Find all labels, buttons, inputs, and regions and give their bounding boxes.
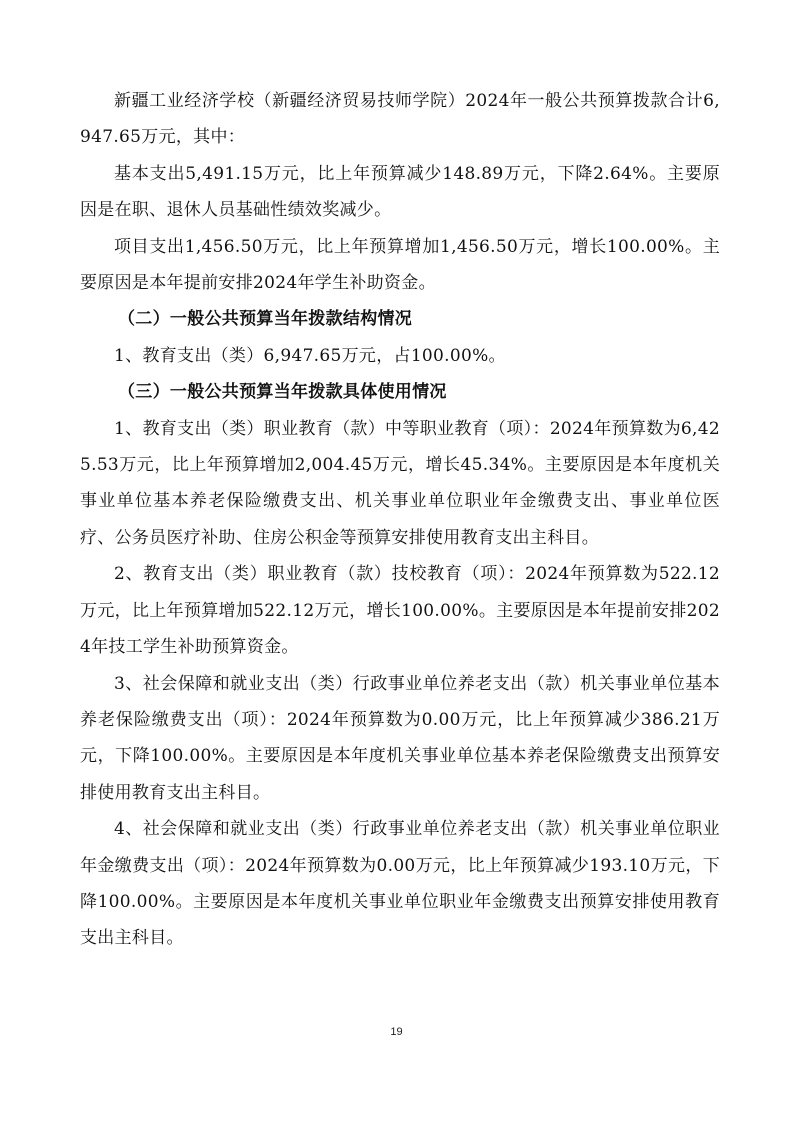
paragraph-basic-expenditure: 基本支出5,491.15万元，比上年预算减少148.89万元，下降2.64%。主要原因是在职、退休人员基础性绩效奖减少。 — [80, 163, 720, 221]
page-number: 19 — [390, 1026, 403, 1038]
paragraph-education-share: 1、教育支出（类）6,947.65万元，占100.00%。 — [114, 345, 506, 366]
paragraph-item-3: 3、社会保障和就业支出（类）行政事业单位养老支出（款）机关事业单位基本养老保险缴费支出（项）：2024年预算数为0.00万元，比上年预算减少386.21万元，下降100.00%。主要原因是本年度机关事业单位基本养老保险缴费支出预算安排使用教育支出主科目。 — [80, 673, 720, 803]
paragraph-project-expenditure: 项目支出1,456.50万元，比上年预算增加1,456.50万元，增长100.00%。主要原因是本年提前安排2024年学生补助资金。 — [80, 236, 720, 294]
section-heading-structure: （二）一般公共预算当年拨款结构情况 — [118, 309, 413, 330]
paragraph-total-allocation: 新疆工业经济学校（新疆经济贸易技师学院）2024年一般公共预算拨款合计6,947.65万元，其中： — [80, 91, 720, 148]
paragraph-item-1: 1、教育支出（类）职业教育（款）中等职业教育（项）：2024年预算数为6,425.53万元，比上年预算增加2,004.45万元，增长45.34%。主要原因是本年度机关事业单位基本养老保险缴费支出、机关事业单位职业年金缴费支出、事业单位医疗、公务员医疗补助、住房公积金等预算安排使用教育支出主科目。 — [80, 418, 720, 548]
paragraph-item-4: 4、社会保障和就业支出（类）行政事业单位养老支出（款）机关事业单位职业年金缴费支出（项）：2024年预算数为0.00万元，比上年预算减少193.10万元，下降100.00%。主要原因是本年度机关事业单位职业年金缴费支出预算安排使用教育支出主科目。 — [80, 819, 720, 949]
paragraph-item-2: 2、教育支出（类）职业教育（款）技校教育（项）：2024年预算数为522.12万元，比上年预算增加522.12万元，增长100.00%。主要原因是本年提前安排2024年技工学生补助预算资金。 — [80, 564, 720, 658]
document-body — [80, 83, 720, 957]
section-heading-usage: （三）一般公共预算当年拨款具体使用情况 — [118, 382, 447, 403]
